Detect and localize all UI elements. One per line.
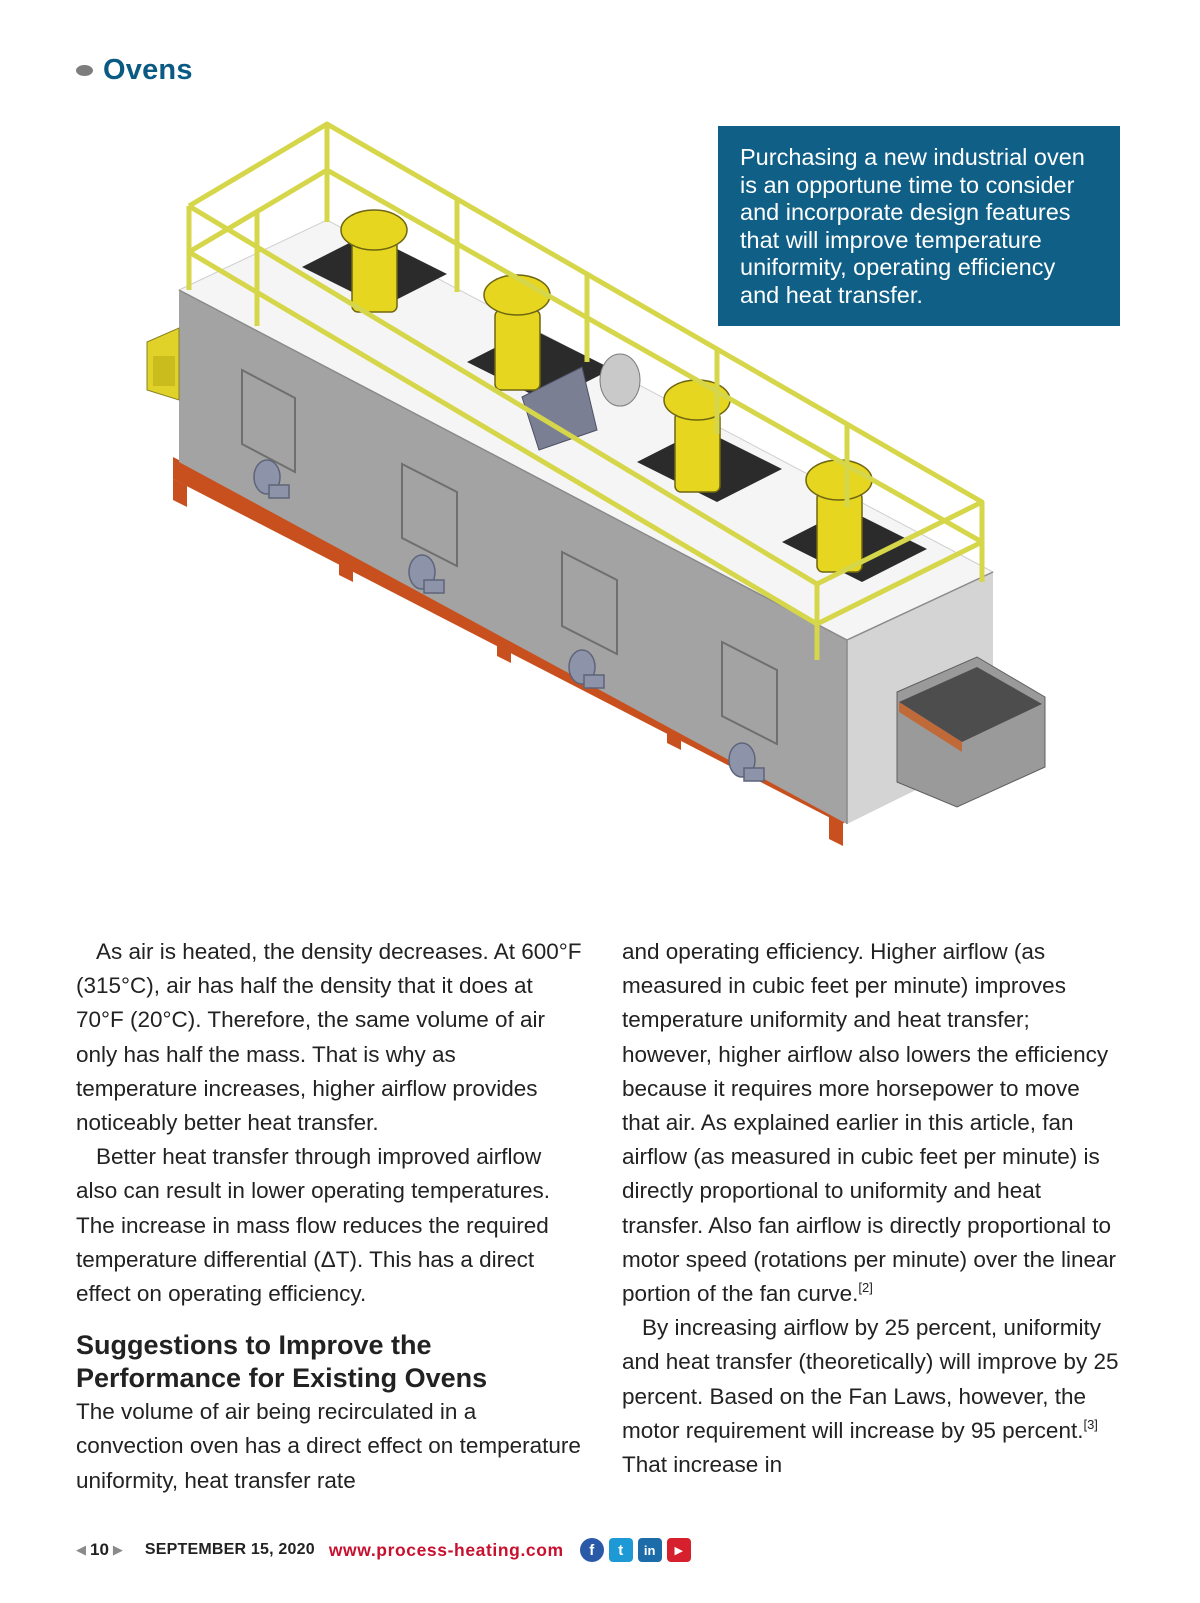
section-title: Ovens [103, 54, 193, 86]
callout-box [718, 126, 1120, 326]
body-paragraph: The volume of air being recirculated in a convection oven has a direct effect on temperature uniformity, heat transfer rate [76, 1399, 581, 1493]
page-number-group [76, 1540, 123, 1560]
linkedin-icon[interactable]: in [638, 1538, 662, 1562]
triangle-right-icon: ▶ [112, 1542, 123, 1557]
callout-text: Purchasing a new industrial oven is an opportune time to consider and incorporate design features that will improve temperature uniformity, operating efficiency and heat transfer. [740, 144, 1085, 308]
body-paragraph [622, 935, 1122, 1311]
left-column [76, 935, 582, 1498]
page-number: 10 [90, 1540, 109, 1559]
facebook-icon[interactable]: f [580, 1538, 604, 1562]
right-column [622, 935, 1122, 1482]
section-header [76, 54, 193, 87]
paragraph-text: and operating efficiency. Higher airflow (as measured in cubic feet per minute) improves temperature uniformity and heat transfer; however, higher airflow also lowers the efficiency because it requires more horsepower to move that air. As explained earlier in this article, fan airflow (as measured in cubic feet per minute) is directly proportional to uniformity and heat transfer. Also fan airflow is directly proportional to motor speed (rotations per minute) over the linear portion of the fan curve. [622, 939, 1116, 1307]
body-paragraph [622, 1311, 1122, 1482]
reference-marker: [2] [858, 1280, 873, 1296]
body-paragraph: As air is heated, the density decreases. At 600°F (315°C), air has half the density that it does at 70°F (20°C). Therefore, the same volume of air only has half the mass. That is why as temperature increases, higher airflow provides noticeably better heat transfer. [76, 939, 582, 1136]
subheading: Suggestions to Improve the Performance for Existing Ovens [76, 1330, 488, 1394]
website-link[interactable]: www.process-heating.com [328, 1539, 564, 1560]
twitter-icon[interactable]: t [609, 1538, 633, 1562]
issue-date: SEPTEMBER 15, 2020 [144, 1541, 315, 1558]
youtube-icon[interactable]: ▶ [667, 1538, 691, 1562]
section-bullet-icon [76, 65, 93, 76]
social-links [580, 1538, 691, 1562]
reference-marker: [3] [1083, 1416, 1098, 1432]
triangle-left-icon: ◀ [76, 1542, 86, 1557]
body-paragraph: Better heat transfer through improved airflow also can result in lower operating temperatures. The increase in mass flow reduces the required temperature differential (ΔT). This has a direct effect on operating efficiency. [76, 1144, 550, 1307]
paragraph-text: That increase in [622, 1452, 783, 1478]
paragraph-text: By increasing airflow by 25 percent, uniformity and heat transfer (theoretically) will improve by 25 percent. Based on the Fan Laws, however, the motor requirement will increase by 95 percent. [622, 1315, 1119, 1443]
page-footer [76, 1535, 691, 1565]
